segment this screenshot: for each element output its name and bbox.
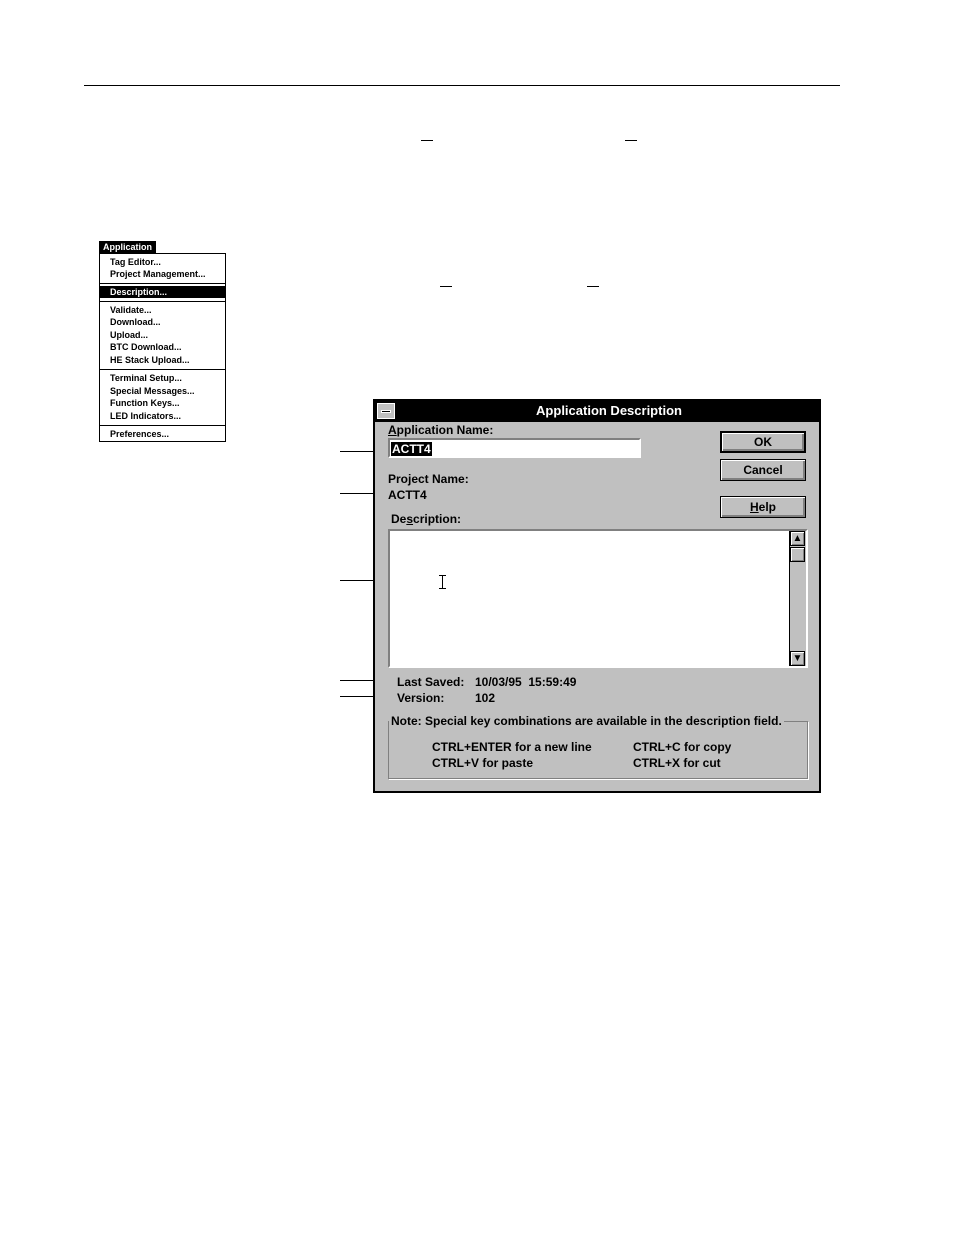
ok-button[interactable]: OK — [720, 431, 806, 453]
menu-separator — [100, 301, 225, 302]
key-hint-cut: CTRL+X for cut — [633, 756, 721, 770]
description-textarea[interactable] — [388, 529, 808, 668]
menu-item-description[interactable]: Description... — [100, 286, 225, 298]
menu-title[interactable]: Application — [99, 241, 156, 253]
menu-item-led-indicators[interactable]: LED Indicators... — [110, 411, 182, 421]
menu-separator — [100, 425, 225, 426]
key-hint-paste: CTRL+V for paste — [432, 756, 534, 770]
text-mark — [421, 140, 433, 141]
menu-separator — [100, 283, 225, 284]
menu-item-preferences[interactable]: Preferences... — [110, 429, 170, 439]
text-mark — [587, 286, 599, 287]
application-description-dialog — [373, 399, 821, 793]
text-mark — [625, 140, 637, 141]
note-title: Note: Special key combinations are available in the description field. — [391, 714, 782, 728]
scroll-thumb[interactable] — [790, 547, 805, 562]
page-header-rule — [84, 85, 840, 86]
menu-item-upload[interactable]: Upload... — [110, 330, 148, 340]
menu-item-tag-editor[interactable]: Tag Editor... — [110, 257, 161, 267]
scroll-up-icon[interactable]: ▲ — [790, 531, 805, 546]
scroll-down-icon[interactable]: ▼ — [790, 651, 805, 666]
menu-item-function-keys[interactable]: Function Keys... — [110, 398, 180, 408]
version-label: Version: — [397, 691, 445, 705]
menu-dropdown — [99, 253, 226, 442]
text-cursor-icon — [439, 575, 446, 589]
help-button[interactable]: Help — [720, 496, 806, 518]
last-saved-value: 10/03/95 15:59:49 — [475, 675, 577, 689]
project-name-value: ACTT4 — [388, 488, 427, 502]
key-hint-copy: CTRL+C for copy — [633, 740, 732, 754]
menu-item-terminal-setup[interactable]: Terminal Setup... — [110, 373, 182, 383]
app-name-value: ACTT4 — [392, 442, 431, 456]
app-name-input[interactable] — [388, 438, 641, 458]
menu-separator — [100, 369, 225, 370]
app-name-label: Application Name: — [388, 423, 494, 437]
project-name-label: Project Name: — [388, 472, 469, 486]
description-label: Description: — [391, 512, 462, 526]
menu-item-btc-download[interactable]: BTC Download... — [110, 342, 182, 352]
menu-item-project-management[interactable]: Project Management... — [110, 269, 206, 279]
system-menu-icon[interactable] — [377, 403, 395, 419]
menu-item-download[interactable]: Download... — [110, 317, 161, 327]
vertical-scrollbar[interactable] — [789, 531, 806, 666]
cancel-button[interactable]: Cancel — [720, 459, 806, 481]
menu-item-special-messages[interactable]: Special Messages... — [110, 386, 195, 396]
key-hint-new-line: CTRL+ENTER for a new line — [432, 740, 592, 754]
menu-item-validate[interactable]: Validate... — [110, 305, 152, 315]
text-mark — [440, 286, 452, 287]
dialog-title: Application Description — [536, 403, 682, 418]
menu-item-he-stack-upload[interactable]: HE Stack Upload... — [110, 355, 190, 365]
dialog-titlebar[interactable] — [375, 401, 819, 422]
version-value: 102 — [475, 691, 496, 705]
last-saved-label: Last Saved: — [397, 675, 465, 689]
